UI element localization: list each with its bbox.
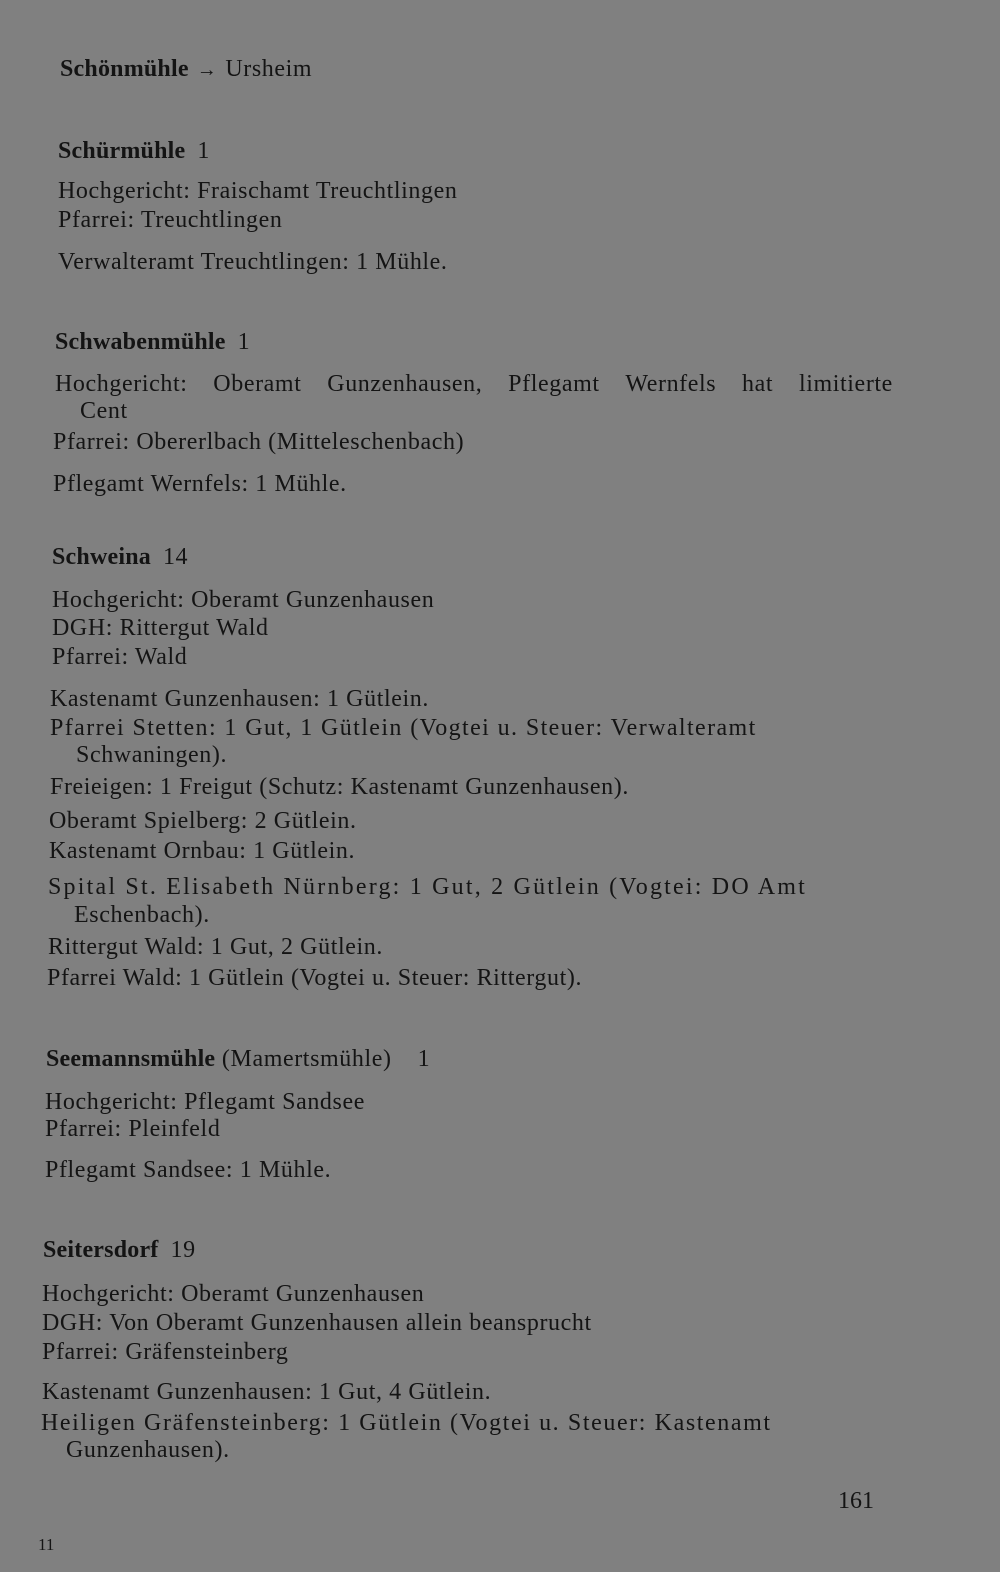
word: hat bbox=[742, 371, 774, 397]
entry-heading-schweina bbox=[52, 542, 188, 572]
entry-heading-schwabenmuehle bbox=[55, 327, 250, 357]
entry-count: 19 bbox=[170, 1237, 196, 1263]
entry-count: 1 bbox=[417, 1046, 431, 1072]
word: Hochgericht: bbox=[55, 371, 188, 397]
entry-name: Seitersdorf bbox=[43, 1237, 159, 1263]
entry-count: 1 bbox=[197, 138, 210, 164]
entry-line: Pfarrei Wald: 1 Gütlein (Vogtei u. Steuer: Rittergut). bbox=[47, 965, 583, 991]
entry-name: Seemannsmühle bbox=[46, 1046, 216, 1072]
entry-name: Schürmühle bbox=[58, 138, 186, 164]
entry-line: Kastenamt Gunzenhausen: 1 Gut, 4 Gütlein. bbox=[42, 1379, 492, 1405]
word: Wernfels bbox=[625, 371, 717, 397]
entry-line: Pflegamt Wernfels: 1 Mühle. bbox=[53, 471, 347, 497]
entry-line-continued: Gunzenhausen). bbox=[66, 1437, 230, 1463]
entry-line: Kastenamt Gunzenhausen: 1 Gütlein. bbox=[50, 686, 429, 712]
entry-line: Verwalteramt Treuchtlingen: 1 Mühle. bbox=[58, 249, 448, 275]
entry-line: Oberamt Spielberg: 2 Gütlein. bbox=[49, 808, 357, 834]
arrow-right-icon: → bbox=[196, 59, 218, 81]
entry-count: 14 bbox=[162, 544, 189, 570]
entry-line: Kastenamt Ornbau: 1 Gütlein. bbox=[49, 838, 356, 864]
cross-reference: Ursheim bbox=[225, 56, 313, 82]
entry-line-continued: Cent bbox=[80, 398, 128, 424]
entry-heading-seitersdorf bbox=[43, 1235, 196, 1265]
printer-signature-mark: 11 bbox=[38, 1535, 55, 1554]
entry-line-justified bbox=[55, 369, 893, 399]
entry-line: DGH: Von Oberamt Gunzenhausen allein beansprucht bbox=[42, 1310, 592, 1336]
entry-line: Rittergut Wald: 1 Gut, 2 Gütlein. bbox=[48, 934, 383, 960]
entry-line: Hochgericht: Oberamt Gunzenhausen bbox=[52, 587, 435, 613]
entry-line: Hochgericht: Oberamt Gunzenhausen bbox=[42, 1281, 425, 1307]
entry-line: Freieigen: 1 Freigut (Schutz: Kastenamt Gunzenhausen). bbox=[50, 774, 629, 800]
entry-name: Schwabenmühle bbox=[55, 329, 226, 355]
word: Pflegamt bbox=[508, 371, 600, 397]
entry-line: Pfarrei Stetten: 1 Gut, 1 Gütlein (Vogtei u. Steuer: Verwalteramt bbox=[50, 715, 757, 741]
entry-name: Schönmühle bbox=[60, 56, 189, 82]
entry-line: Pfarrei: Treuchtlingen bbox=[58, 207, 283, 233]
entry-line: Pfarrei: Wald bbox=[52, 644, 188, 670]
entry-line: Pfarrei: Gräfensteinberg bbox=[42, 1339, 289, 1365]
entry-line: Pfarrei: Obererlbach (Mitteleschenbach) bbox=[53, 429, 465, 455]
word: Oberamt bbox=[213, 371, 302, 397]
entry-name: Schweina bbox=[52, 544, 151, 570]
word: limitierte bbox=[798, 371, 893, 397]
entry-alt-name: (Mamertsmühle) bbox=[221, 1046, 392, 1072]
entry-heading-schuermuehle bbox=[58, 136, 210, 166]
entry-count: 1 bbox=[237, 329, 251, 355]
page-number: 161 bbox=[838, 1488, 874, 1514]
entry-heading-schoenmuehle bbox=[60, 54, 312, 85]
entry-line bbox=[55, 369, 893, 399]
entry-line: Heiligen Gräfensteinberg: 1 Gütlein (Vogtei u. Steuer: Kastenamt bbox=[41, 1410, 772, 1436]
entry-line: Pflegamt Sandsee: 1 Mühle. bbox=[45, 1157, 332, 1183]
entry-line: Hochgericht: Pflegamt Sandsee bbox=[45, 1089, 365, 1115]
entry-line: Spital St. Elisabeth Nürnberg: 1 Gut, 2 Gütlein (Vogtei: DO Amt bbox=[48, 874, 808, 900]
entry-heading-seemannsmuehle bbox=[46, 1044, 430, 1074]
word: Gunzenhausen, bbox=[327, 371, 483, 397]
entry-line: DGH: Rittergut Wald bbox=[52, 615, 269, 641]
entry-line-continued: Schwaningen). bbox=[76, 742, 228, 768]
entry-line-continued: Eschenbach). bbox=[74, 902, 210, 928]
entry-line: Pfarrei: Pleinfeld bbox=[45, 1116, 221, 1142]
entry-line: Hochgericht: Fraischamt Treuchtlingen bbox=[58, 178, 458, 204]
